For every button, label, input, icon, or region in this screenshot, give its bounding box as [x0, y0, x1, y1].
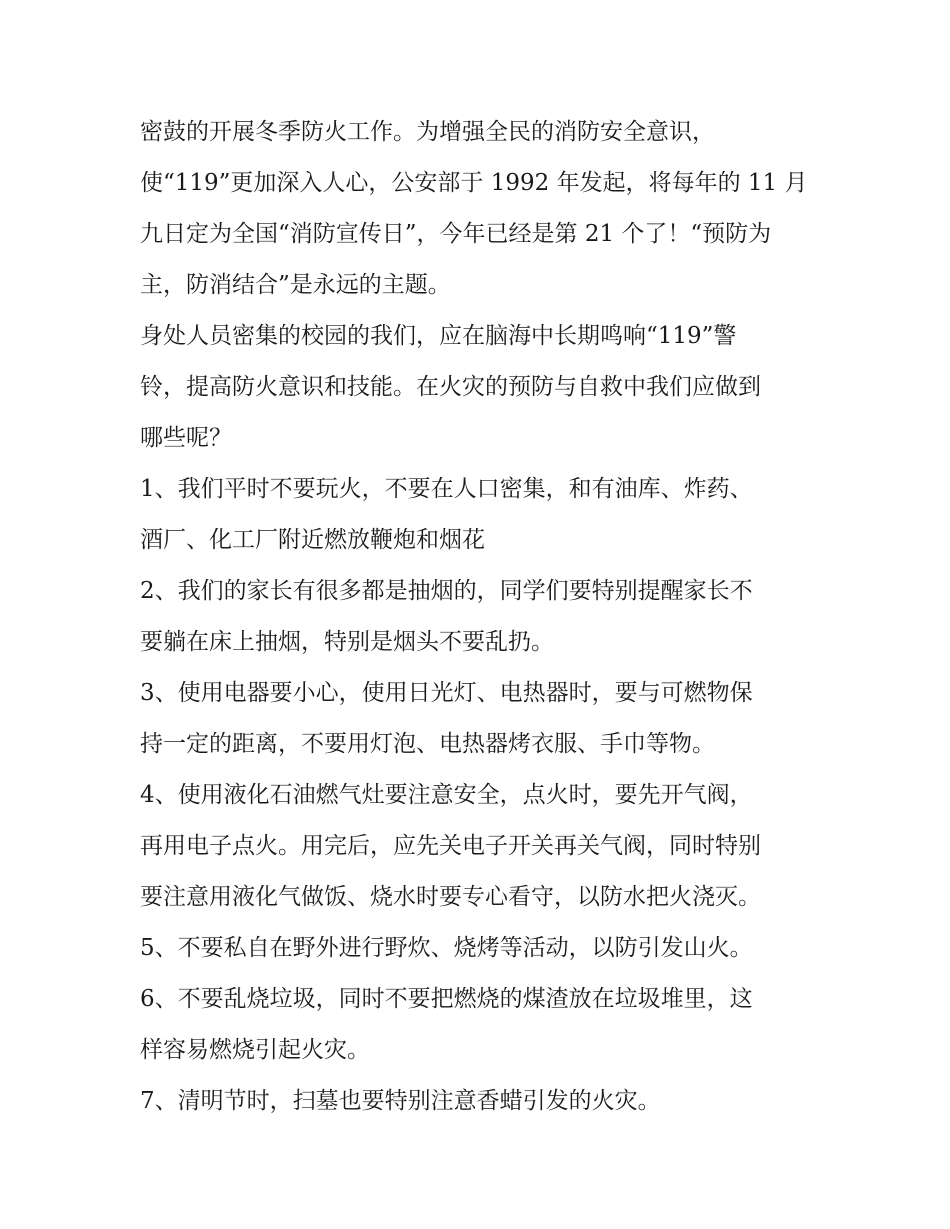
text-line: 主，防消结合”是永远的主题。 — [140, 272, 451, 298]
list-item-2-line: 要躺在床上抽烟，特别是烟头不要乱扔。 — [140, 629, 554, 655]
list-item-6-line: 样容易燃烧引起火灾。 — [140, 1037, 370, 1063]
list-item-7-line: 7、清明节时，扫墓也要特别注意香蜡引发的火灾。 — [140, 1088, 661, 1114]
list-item-6-line: 6、不要乱烧垃圾，同时不要把燃烧的煤渣放在垃圾堆里，这 — [140, 986, 753, 1012]
list-item-3-line: 持一定的距离，不要用灯泡、电热器烤衣服、手巾等物。 — [140, 731, 715, 757]
list-item-1-line: 1、我们平时不要玩火，不要在人口密集，和有油库、炸药、 — [140, 476, 753, 502]
list-item-3-line: 3、使用电器要小心，使用日光灯、电热器时，要与可燃物保 — [140, 680, 753, 706]
list-item-4-line: 再用电子点火。用完后，应先关电子开关再关气阀，同时特别 — [140, 833, 761, 859]
text-line: 铃，提高防火意识和技能。在火灾的预防与自救中我们应做到 — [140, 374, 761, 400]
document-body — [140, 107, 830, 1127]
list-item-5-line: 5、不要私自在野外进行野炊、烧烤等活动，以防引发山火。 — [140, 935, 753, 961]
list-item-1-line: 酒厂、化工厂附近燃放鞭炮和烟花 — [140, 527, 485, 553]
text-line: 九日定为全国“消防宣传日”，今年已经是第 21 个了！“预防为 — [140, 221, 772, 247]
list-item-4-line: 4、使用液化石油燃气灶要注意安全，点火时，要先开气阀， — [140, 782, 753, 808]
text-line: 使“119”更加深入人心，公安部于 1992 年发起，将每年的 11 月 — [140, 170, 808, 196]
list-item-2-line: 2、我们的家长有很多都是抽烟的，同学们要特别提醒家长不 — [140, 578, 753, 604]
text-line: 身处人员密集的校园的我们，应在脑海中长期鸣响“119”警 — [140, 323, 737, 349]
text-line: 哪些呢？ — [140, 425, 232, 451]
list-item-4-line: 要注意用液化气做饭、烧水时要专心看守，以防水把火浇灭。 — [140, 884, 761, 910]
text-line: 密鼓的开展冬季防火工作。为增强全民的消防安全意识， — [140, 119, 715, 145]
